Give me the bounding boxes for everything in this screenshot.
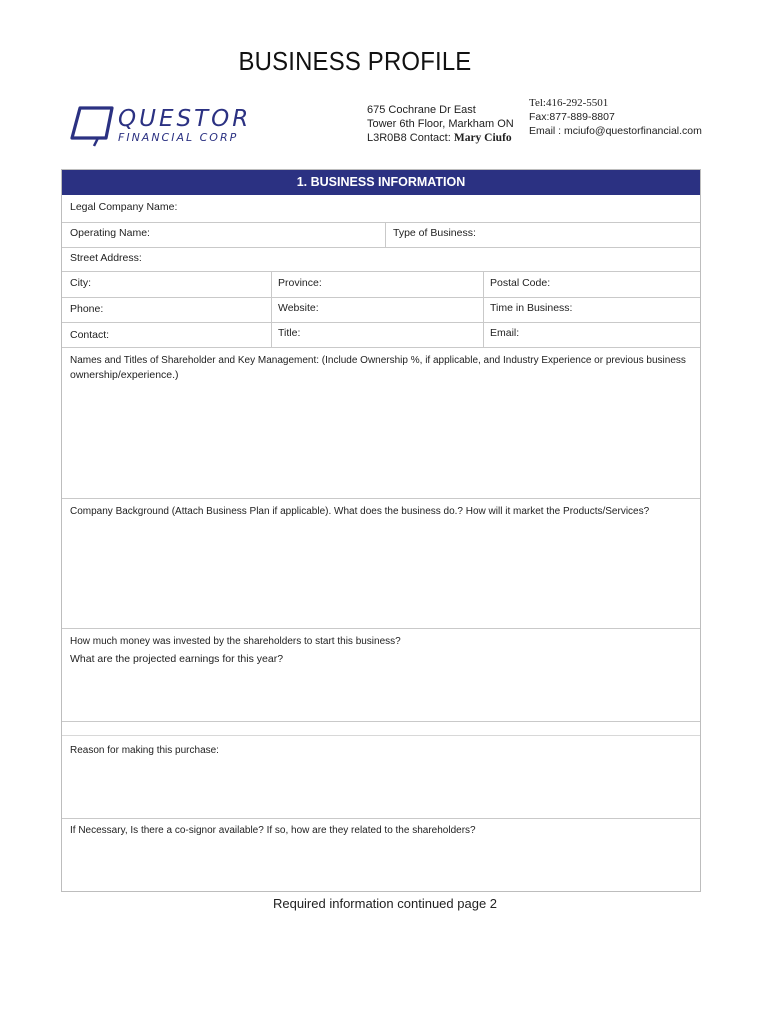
shareholders-question[interactable] <box>70 353 694 383</box>
row-divider <box>62 628 700 629</box>
fax: Fax:877-889-8807 <box>529 111 615 123</box>
phone-field[interactable]: Phone: <box>70 303 104 315</box>
logo-word-questor: QUESTOR <box>118 106 252 132</box>
cosigner-question[interactable]: If Necessary, Is there a co-signor available? If so, how are they related to the shareholders? <box>70 825 476 836</box>
address-line-1: 675 Cochrane Dr East <box>367 104 476 116</box>
row-divider <box>62 247 700 248</box>
column-divider <box>271 271 272 347</box>
time-in-business-field[interactable]: Time in Business: <box>490 302 573 314</box>
earnings-question[interactable]: What are the projected earnings for this year? <box>70 653 284 665</box>
logo-word-financial: FINANCIAL CORP <box>118 131 239 144</box>
shareholders-question-line-1: Names and Titles of Shareholder and Key Management: (Include Ownership %, if applicable, and Industry Experience or previous business <box>70 355 686 366</box>
column-divider <box>385 222 386 248</box>
company-contact-info <box>529 96 702 138</box>
investment-question[interactable]: How much money was invested by the shareholders to start this business? <box>70 636 401 647</box>
row-divider <box>62 498 700 499</box>
contact-field[interactable]: Contact: <box>70 329 110 341</box>
logo-mark-icon <box>68 104 268 150</box>
page-title: BUSINESS PROFILE <box>238 46 472 76</box>
row-divider <box>62 735 700 736</box>
email-field[interactable]: Email: <box>490 327 520 339</box>
province-field[interactable]: Province: <box>278 277 322 289</box>
website-field[interactable]: Website: <box>278 302 319 314</box>
row-divider <box>62 297 700 298</box>
telephone: Tel:416-292-5501 <box>529 97 609 109</box>
title-field[interactable]: Title: <box>278 327 301 339</box>
postal-code-field[interactable]: Postal Code: <box>490 277 551 289</box>
contact-person-name: Mary Ciufo <box>453 132 512 144</box>
email-address: Email : mciufo@questorfinancial.com <box>529 125 702 137</box>
address-postal-contact: L3R0B8 Contact: <box>367 132 451 144</box>
address-line-2: Tower 6th Floor, Markham ON <box>367 118 514 130</box>
row-divider <box>62 322 700 323</box>
column-divider <box>483 271 484 347</box>
row-divider <box>62 222 700 223</box>
continuation-note: Required information continued page 2 <box>272 896 498 911</box>
row-divider <box>62 347 700 348</box>
street-address-field[interactable]: Street Address: <box>70 252 142 264</box>
operating-name-field[interactable]: Operating Name: <box>70 227 150 239</box>
type-of-business-field[interactable]: Type of Business: <box>393 227 476 239</box>
business-information-form <box>61 169 701 892</box>
legal-company-name-field[interactable]: Legal Company Name: <box>70 201 178 213</box>
company-background-question[interactable]: Company Background (Attach Business Plan if applicable). What does the business do.? How will it market the Products/Services? <box>70 506 650 517</box>
row-divider <box>62 271 700 272</box>
row-divider <box>62 818 700 819</box>
shareholders-question-line-2: ownership/experience.) <box>70 369 179 381</box>
reason-question[interactable]: Reason for making this purchase: <box>70 745 219 756</box>
address-line-3 <box>367 131 514 145</box>
row-divider <box>62 721 700 722</box>
company-address <box>367 103 514 145</box>
city-field[interactable]: City: <box>70 277 91 289</box>
questor-logo <box>68 104 268 150</box>
section-banner: 1. BUSINESS INFORMATION <box>62 170 700 195</box>
